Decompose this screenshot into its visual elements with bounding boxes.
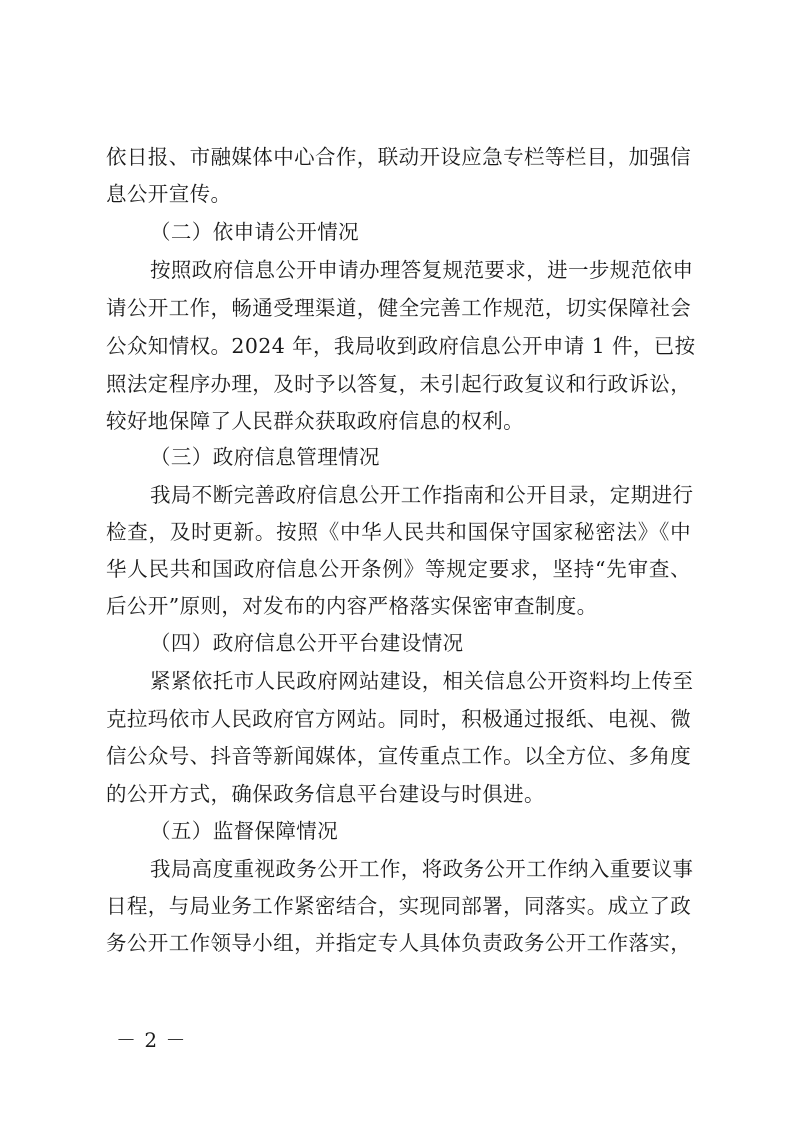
paragraph-line: 公众知情权。2024 年，我局收到政府信息公开申请 1 件，已按	[106, 334, 696, 358]
paragraph-line: 息公开宣传。	[106, 182, 232, 206]
paragraph-line: 检查，及时更新。按照《中华人民共和国保守国家秘密法》《中	[106, 520, 691, 544]
paragraph-line: 务公开工作领导小组，并指定专人具体负责政务公开工作落实，	[106, 931, 692, 955]
paragraph-line: 按照政府信息公开申请办理答复规范要求，进一步规范依申	[150, 258, 694, 282]
paragraph-line: 华人民共和国政府信息公开条例》等规定要求，坚持“先审查、	[106, 557, 691, 581]
section-heading-2: （二）依申请公开情况	[150, 220, 359, 244]
paragraph-line: 后公开”原则，对发布的内容严格落实保密审查制度。	[106, 594, 598, 618]
paragraph-line: 克拉玛依市人民政府官方网站。同时，积极通过报纸、电视、微	[106, 707, 692, 731]
paragraph-line: 我局不断完善政府信息公开工作指南和公开目录，定期进行	[150, 483, 694, 507]
paragraph-line: 日程，与局业务工作紧密结合，实现同部署，同落实。成立了政	[106, 894, 692, 918]
section-heading-3: （三）政府信息管理情况	[150, 445, 380, 469]
paragraph-line: 的公开方式，确保政务信息平台建设与时俱进。	[106, 782, 545, 806]
paragraph-line: 紧紧依托市人民政府网站建设，相关信息公开资料均上传至	[150, 669, 694, 693]
section-heading-4: （四）政府信息公开平台建设情况	[150, 631, 464, 655]
paragraph-line: 依日报、市融媒体中心合作，联动开设应急专栏等栏目，加强信	[106, 145, 692, 169]
page-number: － 2 －	[116, 1028, 187, 1052]
paragraph-line: 较好地保障了人民群众获取政府信息的权利。	[106, 409, 524, 433]
paragraph-line: 请公开工作，畅通受理渠道，健全完善工作规范，切实保障社会	[106, 296, 692, 320]
section-heading-5: （五）监督保障情况	[150, 819, 339, 843]
paragraph-line: 照法定程序办理，及时予以答复，未引起行政复议和行政诉讼，	[106, 372, 692, 396]
paragraph-line: 我局高度重视政务公开工作，将政务公开工作纳入重要议事	[150, 857, 694, 881]
paragraph-line: 信公众号、抖音等新闻媒体，宣传重点工作。以全方位、多角度	[106, 744, 692, 768]
